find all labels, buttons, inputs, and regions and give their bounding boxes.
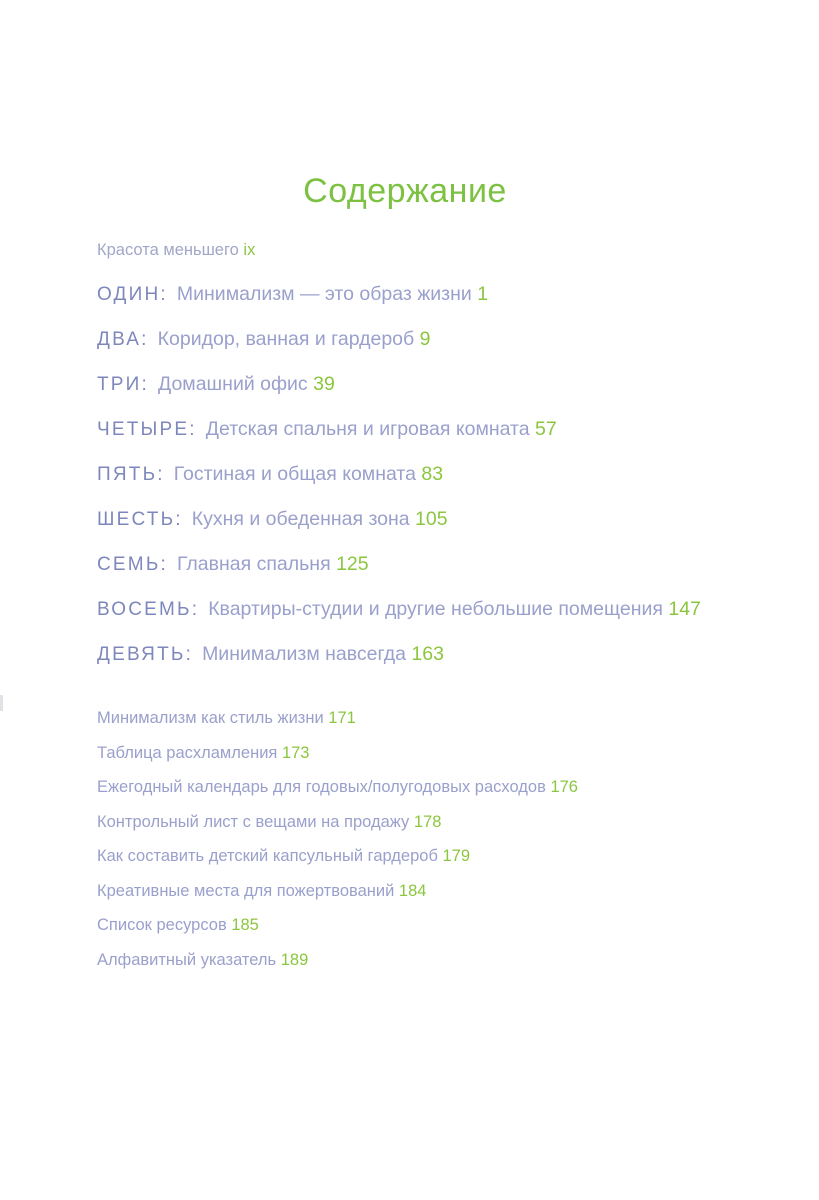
appendix-page-number: 173 — [281, 743, 310, 762]
chapter-label: ШЕСТЬ: — [97, 509, 183, 530]
chapter-label: ДЕВЯТЬ: — [97, 644, 194, 665]
chapter-label: ТРИ: — [97, 374, 150, 395]
chapter-title: Главная спальня — [176, 553, 331, 575]
chapter-title: Домашний офис — [158, 373, 308, 395]
chapter-label: ЧЕТЫРЕ: — [97, 419, 197, 440]
appendix-title: Контрольный лист с вещами на продажу — [97, 812, 410, 831]
appendix-page-number: 176 — [550, 778, 578, 796]
appendix-title: Минимализм как стиль жизни — [97, 709, 324, 727]
chapter-page-number: 147 — [668, 598, 701, 620]
chapter-label: ДВА: — [97, 329, 149, 350]
chapter-entry — [97, 554, 779, 574]
appendix-entry — [97, 710, 779, 727]
appendix-entry — [97, 917, 779, 934]
chapter-entry — [97, 644, 779, 664]
chapter-entry — [97, 284, 779, 304]
chapter-title: Минимализм навсегда — [202, 643, 406, 665]
chapter-page-number: 105 — [415, 508, 448, 530]
chapter-title: Кухня и обеденная зона — [191, 508, 410, 530]
appendix-page-number: 189 — [280, 950, 309, 969]
chapter-entry — [97, 509, 779, 529]
page-title: Содержание — [303, 172, 507, 210]
chapter-title: Квартиры-студии и другие небольшие помещения — [208, 598, 663, 620]
chapter-title: Коридор, ванная и гардероб — [157, 328, 415, 350]
appendix-page-number: 185 — [231, 916, 259, 934]
appendix-title: Алфавитный указатель — [97, 950, 277, 969]
appendix-entry — [97, 848, 779, 865]
chapter-entry — [97, 374, 779, 394]
appendix-title: Креативные места для пожертвований — [97, 881, 395, 900]
chapter-page-number: 9 — [419, 328, 431, 350]
chapter-page-number: 57 — [535, 418, 557, 440]
intro-label: Красота меньшего — [97, 241, 239, 259]
appendix-page-number: 178 — [413, 812, 442, 831]
appendix-page-number: 171 — [328, 709, 356, 727]
chapter-page-number: 125 — [336, 553, 369, 575]
intro-entry — [97, 241, 759, 260]
appendix-entry — [97, 779, 779, 796]
chapter-list — [97, 284, 779, 664]
chapter-title: Детская спальня и игровая комната — [205, 418, 530, 440]
scan-artifact — [0, 695, 3, 711]
chapter-entry — [97, 599, 779, 619]
appendix-entry — [97, 952, 779, 969]
appendix-title: Как составить детский капсульный гардероб — [97, 847, 438, 865]
intro-page-number: ix — [243, 241, 256, 259]
appendix-title: Ежегодный календарь для годовых/полугодовых расходов — [97, 778, 546, 796]
chapter-entry — [97, 464, 779, 484]
appendix-entry — [97, 883, 779, 900]
chapter-label: СЕМЬ: — [97, 554, 168, 575]
chapter-page-number: 1 — [477, 283, 489, 305]
appendix-page-number: 184 — [398, 881, 427, 900]
appendix-list — [97, 710, 779, 969]
appendix-entry — [97, 814, 779, 831]
chapter-label: ПЯТЬ: — [97, 464, 165, 485]
chapter-page-number: 163 — [411, 643, 444, 665]
chapter-page-number: 39 — [313, 373, 335, 395]
appendix-title: Таблица расхламления — [97, 743, 278, 762]
chapter-label: ОДИН: — [97, 284, 168, 305]
chapter-entry — [97, 419, 779, 439]
chapter-title: Гостиная и общая комната — [173, 463, 416, 485]
chapter-entry — [97, 329, 779, 349]
chapter-label: ВОСЕМЬ: — [97, 599, 200, 620]
chapter-page-number: 83 — [421, 463, 444, 485]
chapter-title: Минимализм — это образ жизни — [176, 283, 472, 305]
appendix-entry — [97, 745, 779, 762]
appendix-page-number: 179 — [442, 847, 471, 865]
appendix-title: Список ресурсов — [97, 916, 227, 934]
